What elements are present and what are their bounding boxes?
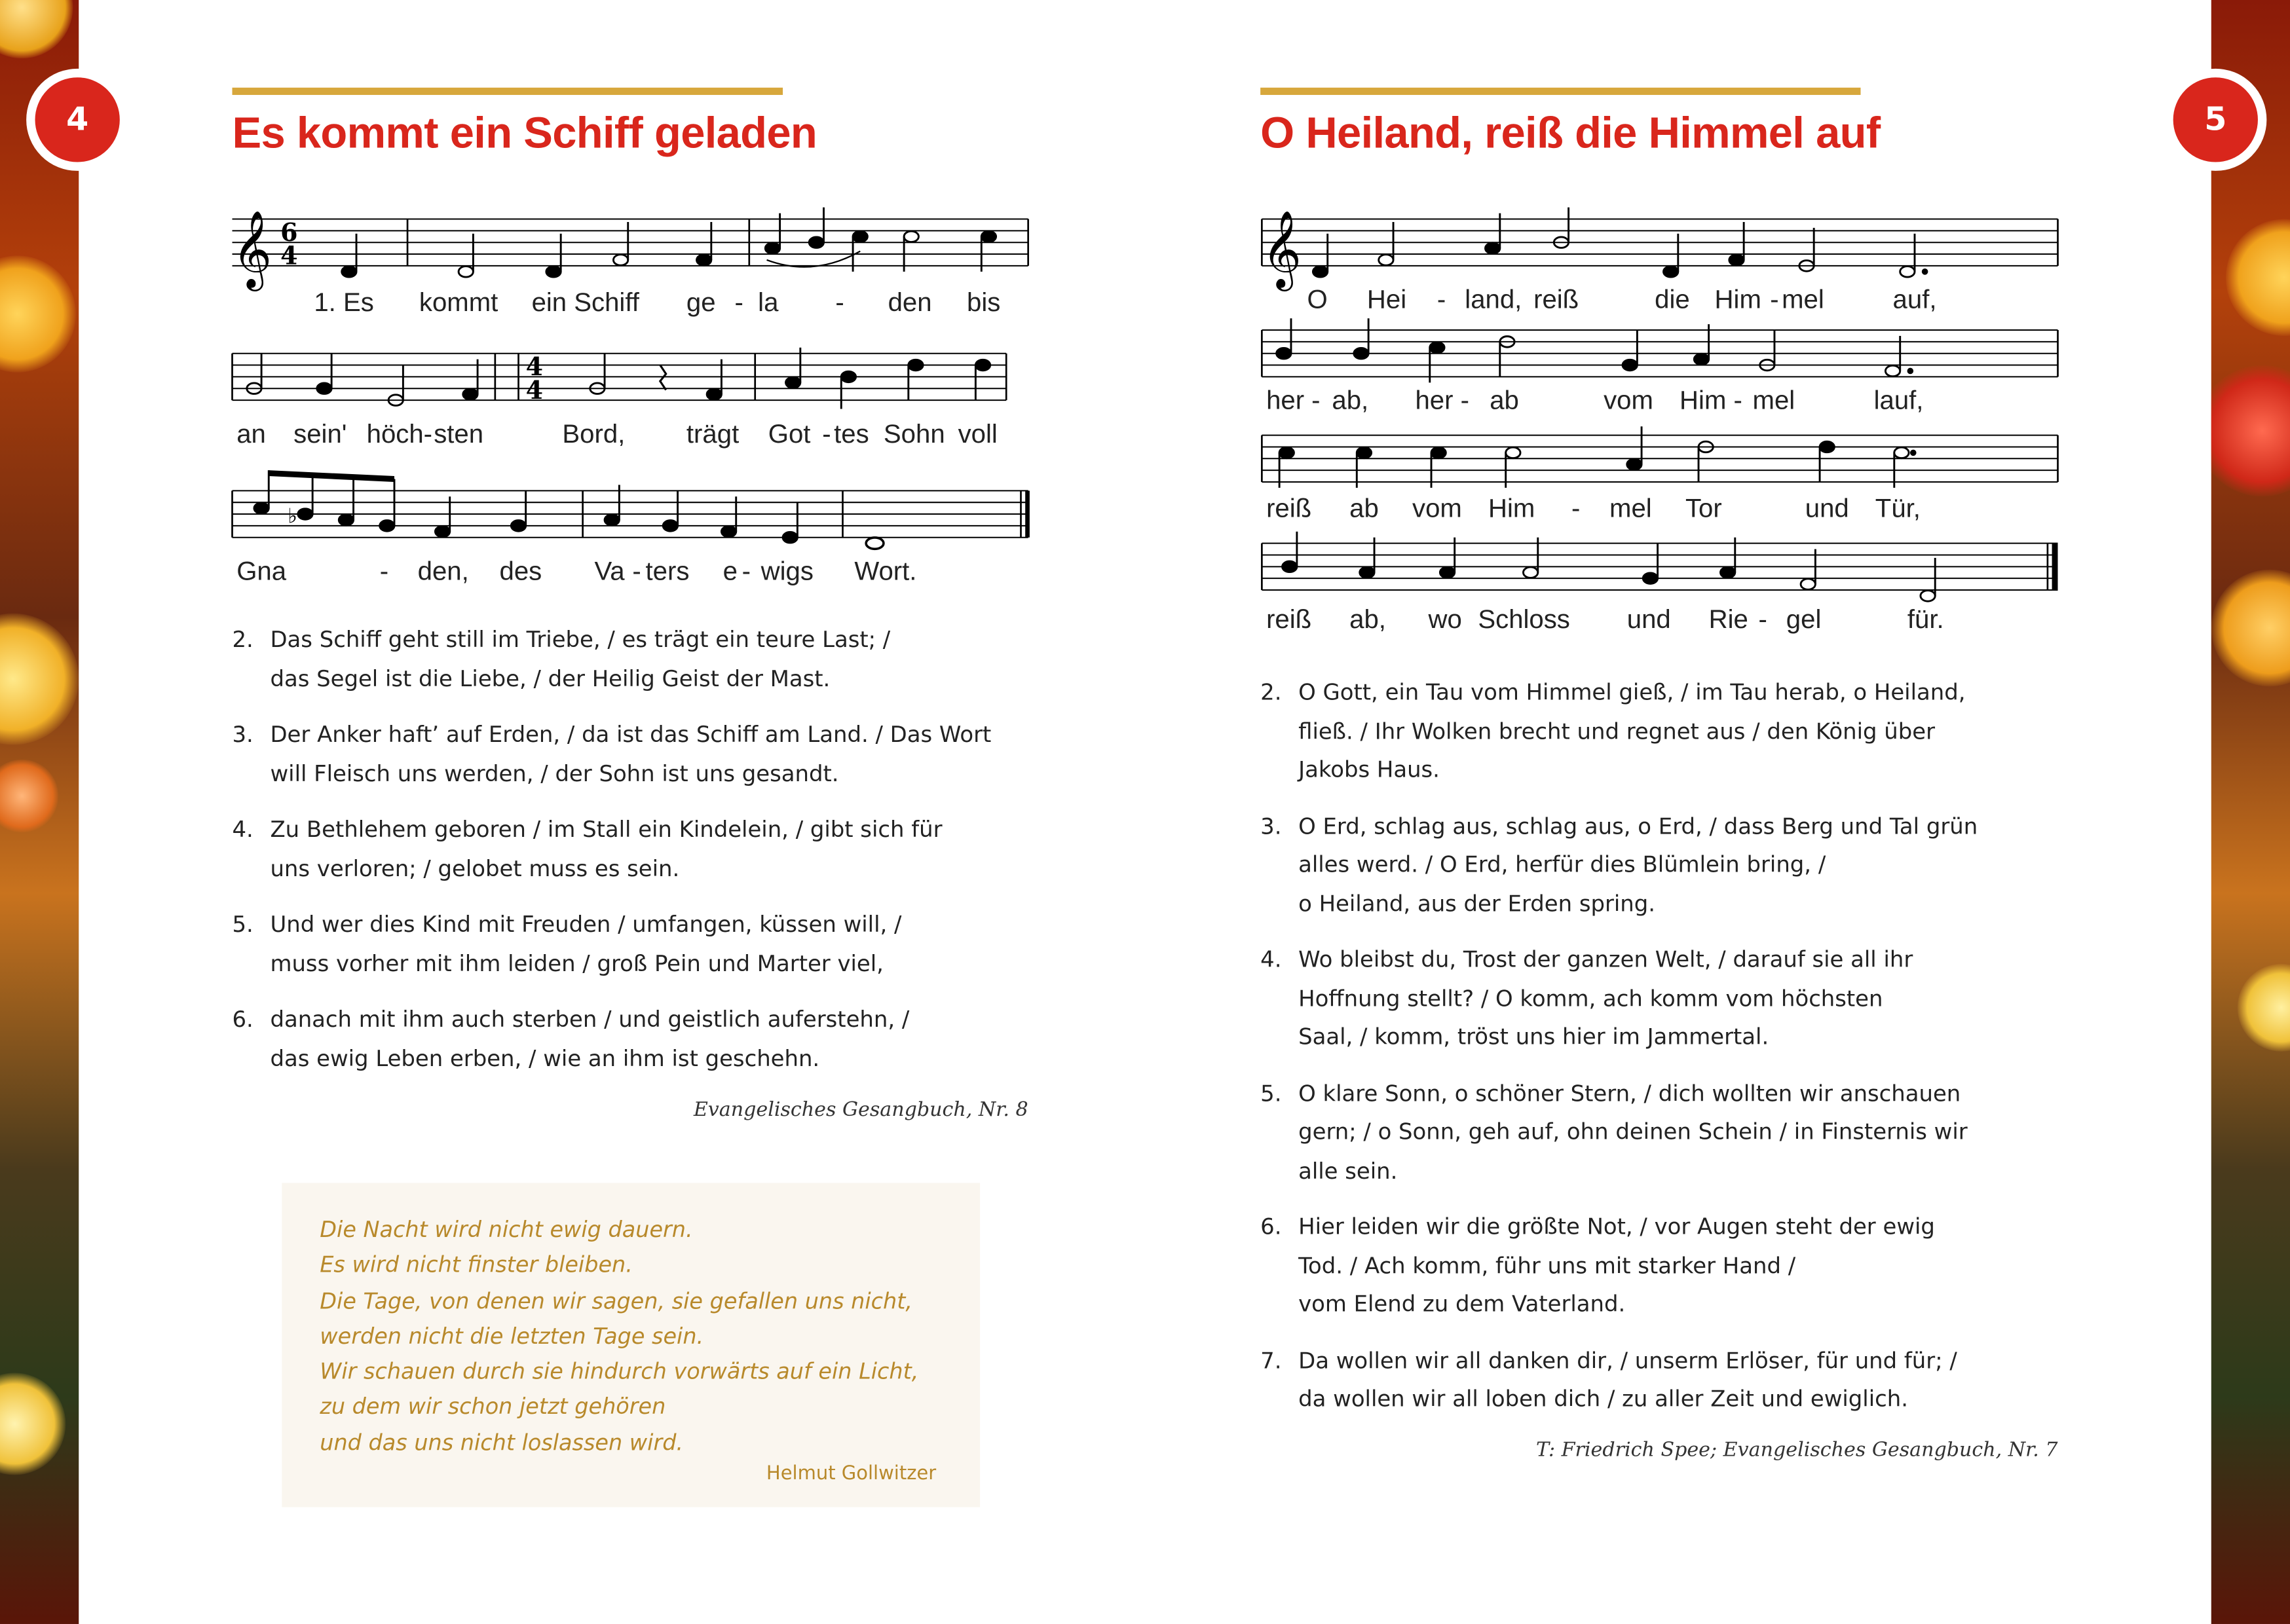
treble-clef-icon: 𝄞: [232, 210, 272, 288]
lyric-syllable: ab,: [1332, 385, 1369, 415]
verse-number: 7.: [1260, 1347, 1282, 1374]
lyric-syllable: -: [1733, 385, 1742, 415]
lyric-syllable: -: [632, 556, 641, 586]
verse: [233, 621, 1051, 698]
lyric-syllable: wigs: [760, 556, 814, 586]
lyric-syllable: la: [758, 287, 779, 317]
lyric-syllable: auf,: [1892, 284, 1937, 314]
lyric-syllable: -: [1436, 284, 1446, 314]
svg-text:4: 4: [280, 240, 298, 270]
lyric-syllable: und: [1805, 493, 1849, 523]
verse-number: 4.: [232, 816, 253, 843]
lyric-syllable: des: [499, 556, 542, 586]
lyric-syllable: gel: [1786, 604, 1822, 634]
verse-number: 2.: [232, 626, 253, 653]
lyric-syllable: vom: [1412, 493, 1462, 523]
lyric-syllable: lauf,: [1873, 385, 1924, 415]
lyric-syllable: -: [835, 287, 844, 317]
lyric-syllable: mel: [1609, 493, 1652, 523]
title-rule-left: [233, 88, 783, 95]
lyric-syllable: Him: [1714, 284, 1761, 314]
lyric-syllable: tes: [834, 419, 869, 449]
lyric-syllable: O: [1307, 284, 1328, 314]
lyric-syllable: voll: [958, 419, 998, 449]
lyric-syllable: sten: [434, 419, 484, 449]
verse-number: 5.: [1260, 1080, 1282, 1107]
svg-text:4: 4: [525, 375, 544, 405]
lyric-syllable: und: [1626, 604, 1671, 634]
verse-text: Hier leiden wir die größte Not, / vor Augen steht der ewig Tod. / Ach komm, führ uns mit starker Hand / vom Elend zu dem Vaterland.: [1298, 1213, 1935, 1318]
music-staff-right-3: [1262, 424, 2059, 497]
lyric-syllable: den,: [417, 556, 469, 586]
lyric-syllable: höch: [366, 419, 424, 449]
verse-number: 6.: [1260, 1213, 1282, 1240]
lyric-syllable: Tor: [1685, 493, 1722, 523]
verse: [1260, 1341, 2078, 1418]
lyric-syllable: -: [423, 419, 432, 449]
lyric-syllable: sein': [293, 419, 347, 449]
lyric-syllable: ein Schiff: [531, 287, 639, 317]
lyric-syllable: an: [236, 419, 266, 449]
music-staff-left-3: [233, 464, 1030, 552]
verses-left: [233, 621, 1051, 1096]
verse-text: Das Schiff geht still im Triebe, / es trägt ein teure Last; / das Segel ist die Liebe, / der Heilig Geist der Mast.: [270, 626, 891, 692]
lyric-syllable: Wort.: [854, 556, 917, 586]
lyric-syllable: die: [1655, 284, 1690, 314]
verse-text: danach mit ihm auch sterben / und geistlich auferstehn, / das ewig Leben erben, / wie an ihm ist geschehn.: [270, 1006, 910, 1071]
music-staff-right-2: [1262, 316, 2059, 389]
verse: [1260, 1208, 2078, 1323]
lyric-syllable: -: [1571, 493, 1581, 523]
svg-text:♭: ♭: [288, 504, 297, 528]
song-title-right: O Heiland, reiß die Himmel auf: [1260, 109, 1881, 158]
lyric-syllable: Got: [768, 419, 811, 449]
verse: [1260, 940, 2078, 1056]
lyric-syllable: -: [1311, 385, 1321, 415]
verse: [1260, 673, 2078, 789]
lyric-syllable: reiß: [1266, 604, 1312, 634]
verse-text: Zu Bethlehem geboren / im Stall ein Kindelein, / gibt sich für uns verloren; / gelobet muss es sein.: [270, 816, 943, 881]
lyric-syllable: Bord,: [562, 419, 626, 449]
lyric-syllable: -: [1758, 604, 1767, 634]
lyric-syllable: wo: [1428, 604, 1462, 634]
verse: [1260, 807, 2078, 923]
lyric-syllable: ge: [686, 287, 716, 317]
right-bokeh-decoration: [2211, 0, 2290, 1624]
lyric-syllable: reiß: [1533, 284, 1579, 314]
music-staff-left-1: [233, 202, 1030, 289]
lyric-syllable: -: [1460, 385, 1469, 415]
lyric-syllable: Va: [594, 556, 625, 586]
music-staff-left-2: [233, 339, 1030, 412]
lyric-syllable: -: [741, 556, 751, 586]
song-title-left: Es kommt ein Schiff geladen: [232, 109, 817, 158]
lyric-syllable: kommt: [419, 287, 498, 317]
lyric-syllable: her: [1266, 385, 1305, 415]
verse-number: 4.: [1260, 946, 1282, 973]
verse-text: Der Anker haft’ auf Erden, / da ist das Schiff am Land. / Das Wort will Fleisch uns werden, / der Sohn ist uns gesandt.: [270, 721, 992, 786]
verse-text: O Gott, ein Tau vom Himmel gieß, / im Tau herab, o Heiland, fließ. / Ihr Wolken brecht und regnet aus / den König über Jakobs Haus.: [1298, 679, 1966, 783]
verse: [233, 716, 1051, 793]
page-number-right: 5: [2164, 69, 2266, 171]
verse-text: Und wer dies Kind mit Freuden / umfangen, küssen will, / muss vorher mit ihm leiden / groß Pein und Marter viel,: [270, 911, 902, 976]
lyric-syllable: reiß: [1266, 493, 1312, 523]
music-staff-right-1: [1262, 202, 2059, 289]
svg-text:4: 4: [525, 352, 544, 382]
left-bokeh-decoration: [0, 0, 79, 1624]
verse: [1260, 1074, 2078, 1190]
quote-text: Die Nacht wird nicht ewig dauern. Es wird nicht finster bleiben. Die Tage, von denen wir sagen, sie gefallen uns nicht, werden nicht die letzten Tage sein. Wir schauen durch sie hindurch vorwärts auf ein Licht, zu dem wir schon jetzt gehören und das uns nicht loslassen wird.: [320, 1216, 919, 1456]
lyric-syllable: für.: [1907, 604, 1944, 634]
lyric-syllable: 1. Es: [314, 287, 374, 317]
lyric-syllable: -: [822, 419, 831, 449]
page-number-left: 4: [26, 69, 128, 171]
music-staff-right-4: [1262, 534, 2059, 608]
title-rule-right: [1260, 88, 1860, 95]
verse-text: O Erd, schlag aus, schlag aus, o Erd, / dass Berg und Tal grün alles werd. / O Erd, herfür dies Blümlein bring, / o Heiland, aus der Erden spring.: [1298, 813, 1978, 917]
source-left: Evangelisches Gesangbuch, Nr. 8: [693, 1098, 1028, 1122]
lyric-syllable: her: [1415, 385, 1454, 415]
lyric-syllable: Him: [1680, 385, 1727, 415]
lyric-syllable: trägt: [686, 419, 740, 449]
lyric-syllable: -: [1770, 284, 1779, 314]
verse-number: 3.: [232, 721, 253, 748]
svg-text:6: 6: [280, 217, 298, 247]
quote-box: [282, 1183, 980, 1507]
lyric-syllable: e: [723, 556, 738, 586]
lyric-syllable: Him: [1488, 493, 1535, 523]
verses-right: [1260, 673, 2078, 1436]
verse-text: Wo bleibst du, Trost der ganzen Welt, / darauf sie all ihr Hoffnung stellt? / O komm, ach komm vom höchsten Saal, / komm, tröst uns hier im Jammertal.: [1298, 946, 1913, 1050]
lyric-syllable: ters: [645, 556, 690, 586]
source-right: T: Friedrich Spee; Evangelisches Gesangbuch, Nr. 7: [1535, 1438, 2058, 1462]
verse-text: O klare Sonn, o schöner Stern, / dich wollten wir anschauen gern; / o Sonn, geh auf, ohn deinen Schein / in Finsternis wir alle sein.: [1298, 1080, 1968, 1184]
lyric-syllable: ab,: [1349, 604, 1386, 634]
lyric-syllable: den: [888, 287, 932, 317]
lyric-syllable: -: [734, 287, 743, 317]
lyric-syllable: -: [379, 556, 389, 586]
lyric-syllable: Gna: [236, 556, 287, 586]
verse-number: 5.: [232, 911, 253, 938]
verse: [233, 906, 1051, 983]
treble-clef-icon: 𝄞: [1262, 210, 1302, 288]
lyric-syllable: ab: [1490, 385, 1519, 415]
quote-author: Helmut Gollwitzer: [766, 1463, 937, 1486]
lyric-syllable: mel: [1752, 385, 1795, 415]
lyric-syllable: ab: [1349, 493, 1379, 523]
verse-number: 3.: [1260, 813, 1282, 840]
lyric-syllable: mel: [1782, 284, 1824, 314]
verse-number: 2.: [1260, 679, 1282, 706]
lyric-syllable: land,: [1465, 284, 1522, 314]
lyric-syllable: Schloss: [1478, 604, 1570, 634]
verse: [233, 1001, 1051, 1078]
verse-number: 6.: [232, 1006, 253, 1033]
lyric-syllable: Sohn: [883, 419, 945, 449]
lyric-syllable: Hei: [1366, 284, 1407, 314]
lyric-syllable: Rie: [1708, 604, 1748, 634]
lyric-syllable: Tür,: [1875, 493, 1921, 523]
verse: [233, 811, 1051, 888]
lyric-syllable: vom: [1604, 385, 1653, 415]
lyric-syllable: bis: [966, 287, 1001, 317]
verse-text: Da wollen wir all danken dir, / unserm Erlöser, für und für; / da wollen wir all loben dich / zu aller Zeit und ewiglich.: [1298, 1347, 1957, 1412]
